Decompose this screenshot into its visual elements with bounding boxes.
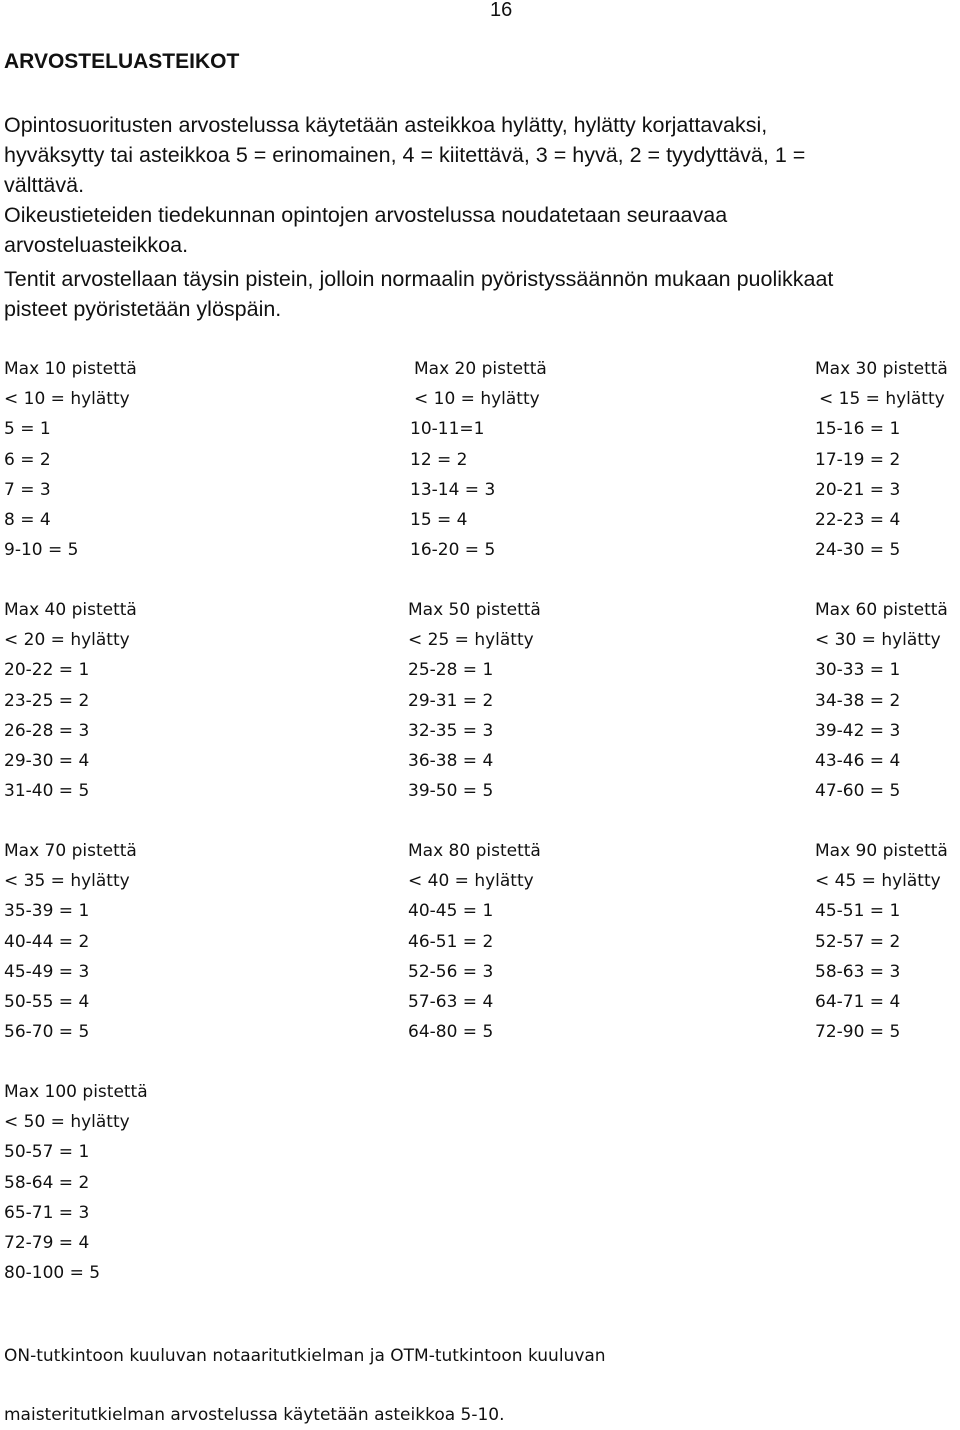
- scale-row: 58-64 = 2: [4, 1172, 90, 1193]
- scale-row: < 30 = hylätty: [815, 630, 941, 651]
- scale-row: 47-60 = 5: [815, 781, 901, 802]
- scale-title: Max 100 pistettä: [4, 1082, 148, 1102]
- scale-row: 15 = 4: [410, 510, 468, 531]
- scale-row: 10-11=1: [410, 419, 485, 440]
- intro-line: Opintosuoritusten arvostelussa käytetään asteikkoa hylätty, hylätty korjattavaksi,: [4, 113, 768, 137]
- intro-line: hyväksytty tai asteikkoa 5 = erinomainen, 4 = kiitettävä, 3 = hyvä, 2 = tyydyttävä, 1 =: [4, 143, 806, 167]
- scale-row: 34-38 = 2: [815, 690, 901, 711]
- scale-row: 72-90 = 5: [815, 1022, 901, 1043]
- scale-title: Max 50 pistettä: [408, 600, 541, 620]
- scale-row: 31-40 = 5: [4, 781, 90, 802]
- scale-row: 46-51 = 2: [408, 931, 494, 952]
- scale-row: < 10 = hylätty: [4, 389, 130, 410]
- scale-row: < 15 = hylätty: [819, 389, 945, 410]
- scale-row: 7 = 3: [4, 479, 51, 500]
- intro-line: Tentit arvostellaan täysin pistein, jolloin normaalin pyöristyssäännön mukaan puolikkaat: [4, 267, 834, 291]
- scale-row: 39-42 = 3: [815, 720, 901, 741]
- grading-scale-max-60: [815, 595, 948, 806]
- scale-row: < 40 = hylätty: [408, 871, 534, 892]
- scale-row: 45-49 = 3: [4, 961, 90, 982]
- scale-title: Max 70 pistettä: [4, 841, 137, 861]
- scale-row: 52-57 = 2: [815, 931, 901, 952]
- scale-row: 64-80 = 5: [408, 1022, 494, 1043]
- scale-title: Max 80 pistettä: [408, 841, 541, 861]
- scale-title: Max 30 pistettä: [815, 359, 948, 379]
- scale-row: 72-79 = 4: [4, 1233, 90, 1254]
- scale-row: 45-51 = 1: [815, 901, 901, 922]
- scale-row: 25-28 = 1: [408, 660, 494, 681]
- scale-row: 15-16 = 1: [815, 419, 901, 440]
- grading-scale-max-30: [815, 354, 948, 565]
- scale-row: 26-28 = 3: [4, 720, 90, 741]
- scale-row: 40-45 = 1: [408, 901, 494, 922]
- scale-row: 80-100 = 5: [4, 1263, 101, 1284]
- scale-row: 35-39 = 1: [4, 901, 90, 922]
- scale-row: 24-30 = 5: [815, 540, 901, 561]
- scale-row: 58-63 = 3: [815, 961, 901, 982]
- scale-row: 56-70 = 5: [4, 1022, 90, 1043]
- scale-row: < 25 = hylätty: [408, 630, 534, 651]
- intro-line: pisteet pyöristetään ylöspäin.: [4, 297, 282, 321]
- scale-row: 30-33 = 1: [815, 660, 901, 681]
- grading-scale-max-40: [4, 595, 137, 806]
- intro-line: Oikeustieteiden tiedekunnan opintojen arvostelussa noudatetaan seuraavaa: [4, 203, 728, 227]
- footer-note-line: ON-tutkintoon kuuluvan notaaritutkielman ja OTM-tutkintoon kuuluvan: [4, 1346, 606, 1366]
- scale-title: Max 20 pistettä: [414, 359, 547, 379]
- scale-row: 52-56 = 3: [408, 961, 494, 982]
- scale-row: 5 = 1: [4, 419, 51, 440]
- intro-line: arvosteluasteikkoa.: [4, 233, 189, 257]
- scale-row: 23-25 = 2: [4, 690, 90, 711]
- scale-row: < 50 = hylätty: [4, 1112, 130, 1133]
- scale-row: 36-38 = 4: [408, 751, 494, 772]
- scale-row: 22-23 = 4: [815, 510, 901, 531]
- scale-row: 64-71 = 4: [815, 992, 901, 1013]
- scale-row: 16-20 = 5: [410, 540, 496, 561]
- scale-title: Max 60 pistettä: [815, 600, 948, 620]
- grading-scale-max-50: [408, 595, 541, 806]
- scale-title: Max 90 pistettä: [815, 841, 948, 861]
- scale-row: 29-31 = 2: [408, 690, 494, 711]
- scale-title: Max 40 pistettä: [4, 600, 137, 620]
- grading-scale-max-70: [4, 836, 137, 1047]
- page-title: ARVOSTELUASTEIKOT: [4, 50, 240, 73]
- scale-row: 43-46 = 4: [815, 751, 901, 772]
- scale-row: 6 = 2: [4, 449, 51, 470]
- scale-title: Max 10 pistettä: [4, 359, 137, 379]
- grading-scale-max-100: [4, 1077, 148, 1288]
- intro-line: välttävä.: [4, 173, 85, 197]
- scale-row: 20-22 = 1: [4, 660, 90, 681]
- scale-row: 39-50 = 5: [408, 781, 494, 802]
- scale-row: 40-44 = 2: [4, 931, 90, 952]
- scale-row: < 10 = hylätty: [414, 389, 540, 410]
- scale-row: < 35 = hylätty: [4, 871, 130, 892]
- scale-row: 20-21 = 3: [815, 479, 901, 500]
- scale-row: < 45 = hylätty: [815, 871, 941, 892]
- scale-row: 12 = 2: [410, 449, 468, 470]
- grading-scale-max-10: [4, 354, 137, 565]
- scale-row: 13-14 = 3: [410, 479, 496, 500]
- scale-row: 65-71 = 3: [4, 1202, 90, 1223]
- scale-row: 57-63 = 4: [408, 992, 494, 1013]
- scale-row: 50-55 = 4: [4, 992, 90, 1013]
- page-number: 16: [490, 0, 513, 21]
- scale-row: < 20 = hylätty: [4, 630, 130, 651]
- scale-row: 29-30 = 4: [4, 751, 90, 772]
- scale-row: 8 = 4: [4, 510, 51, 531]
- grading-scale-max-20: [410, 354, 547, 565]
- scale-row: 50-57 = 1: [4, 1142, 90, 1163]
- scale-row: 9-10 = 5: [4, 540, 79, 561]
- scale-row: 17-19 = 2: [815, 449, 901, 470]
- grading-scale-max-80: [408, 836, 541, 1047]
- footer-note-line: maisteritutkielman arvostelussa käytetään asteikkoa 5-10.: [4, 1405, 505, 1425]
- scale-row: 32-35 = 3: [408, 720, 494, 741]
- grading-scale-max-90: [815, 836, 948, 1047]
